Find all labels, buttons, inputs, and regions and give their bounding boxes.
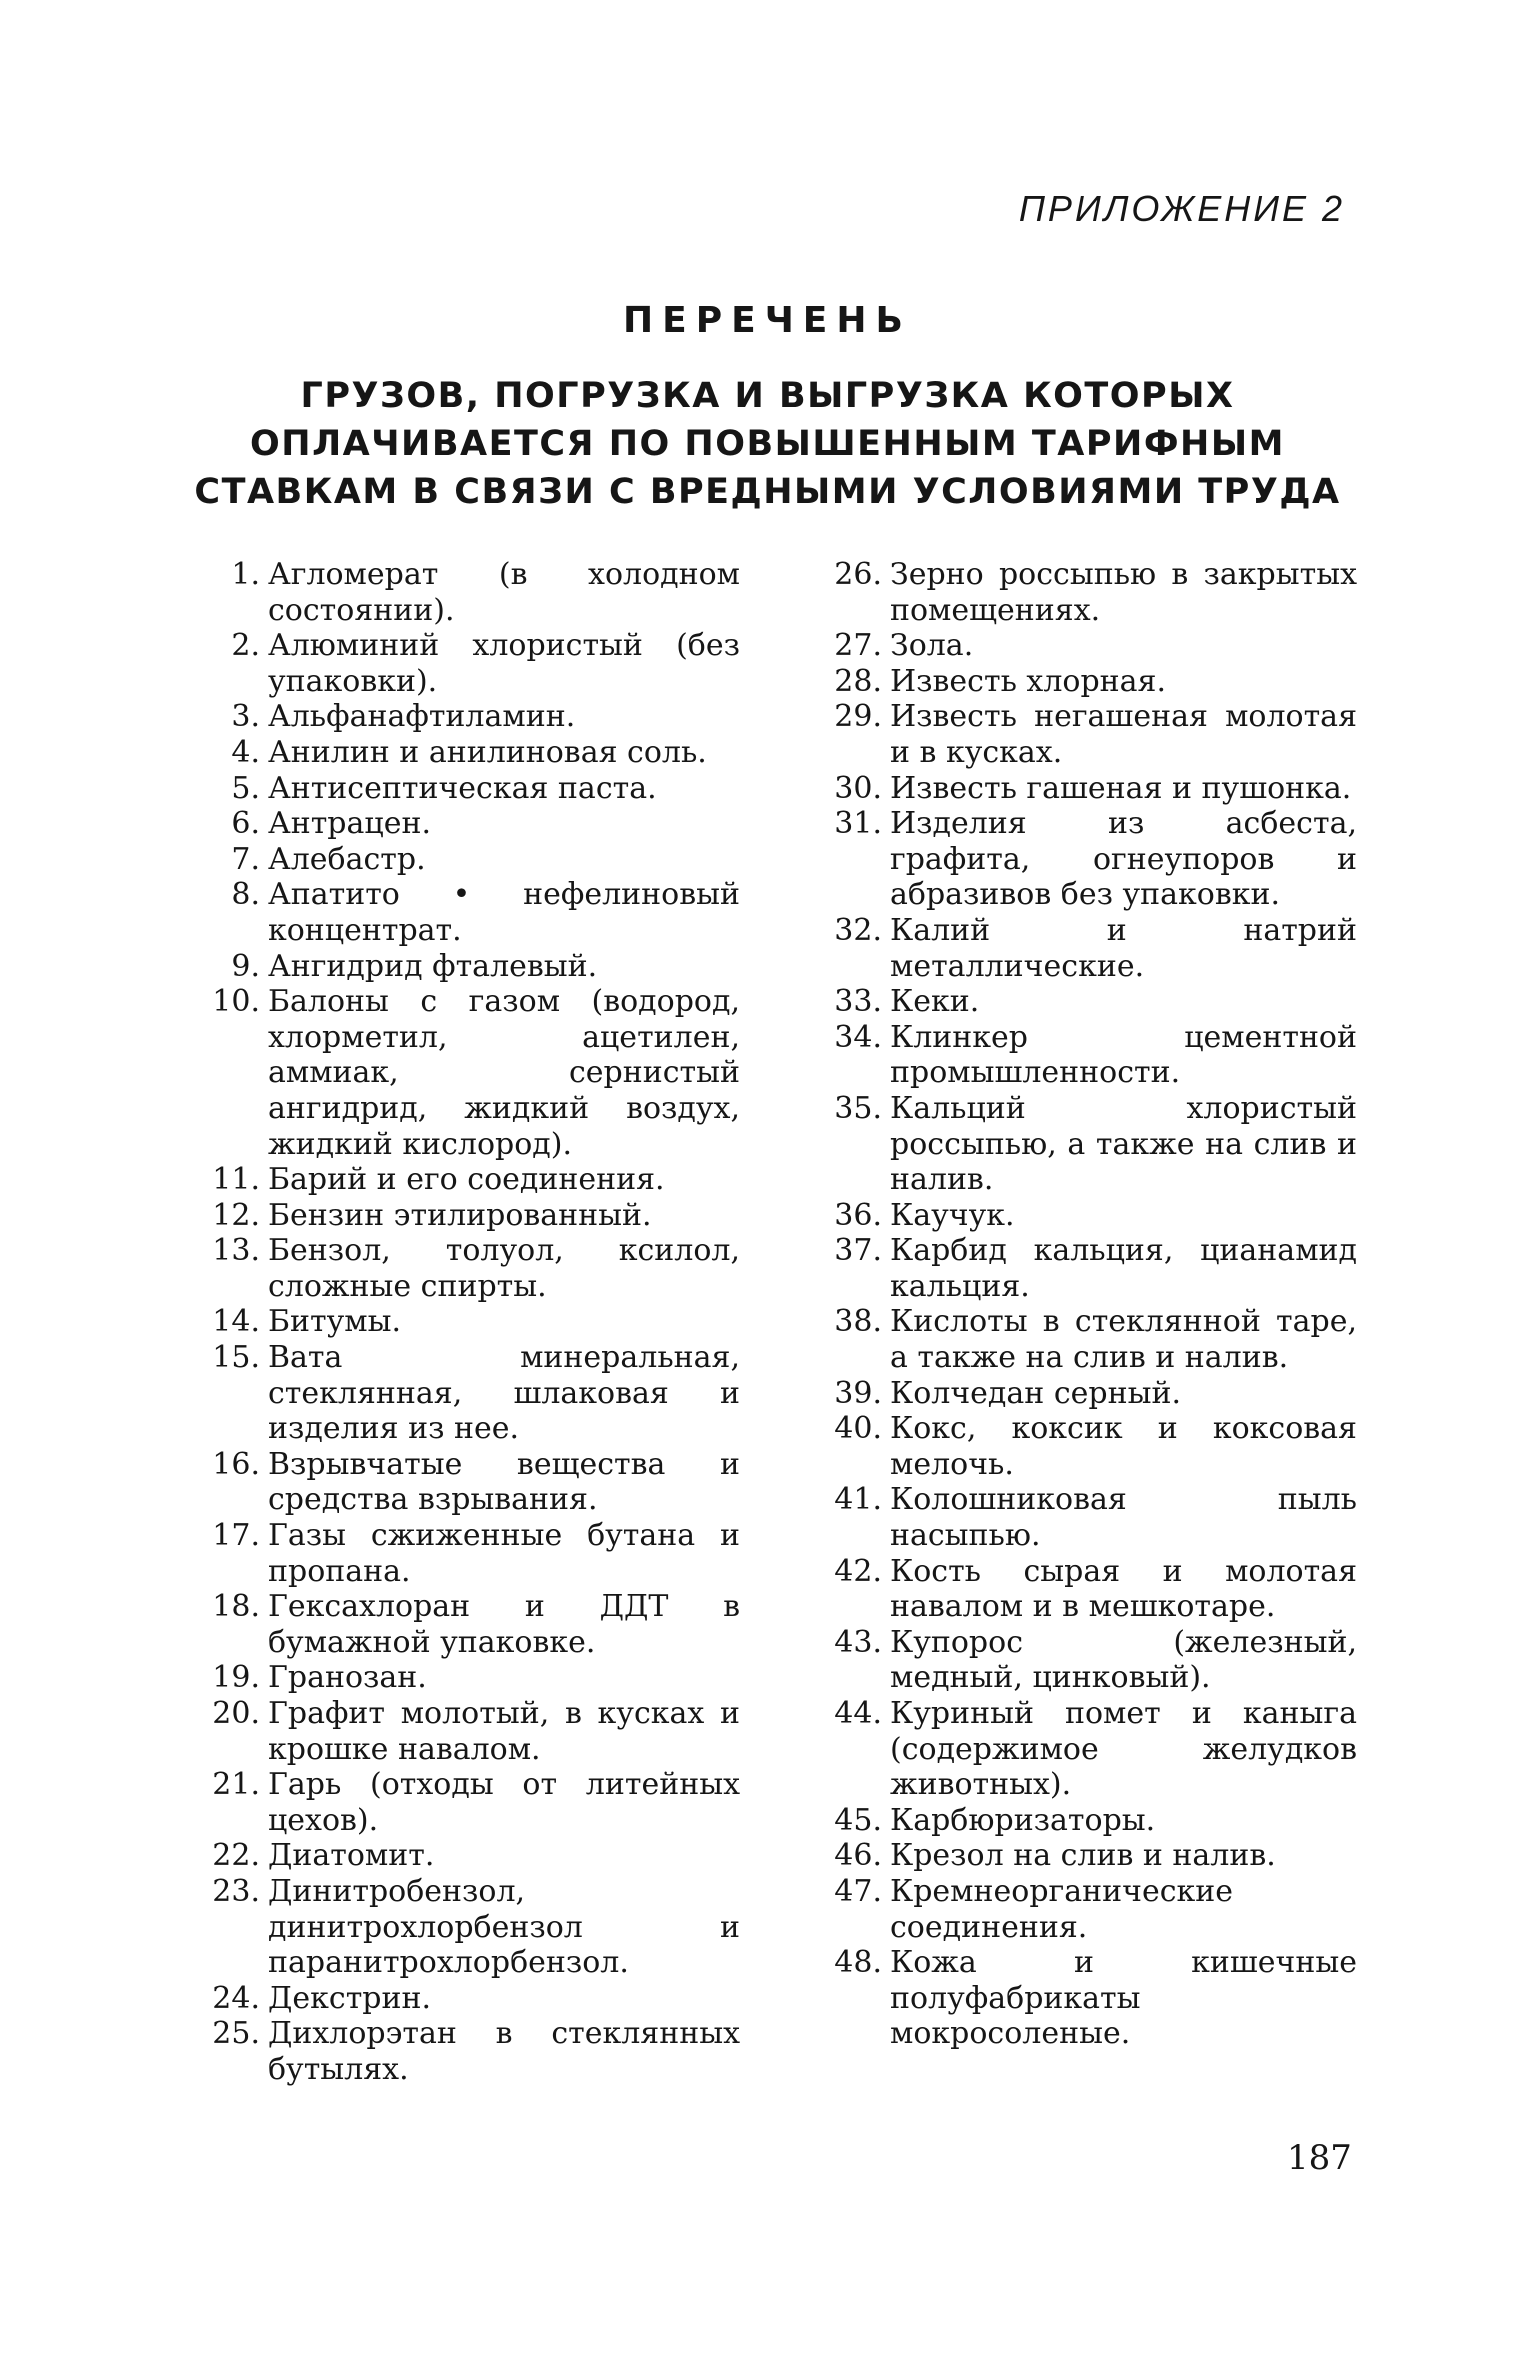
list-item-number: 21.	[212, 1767, 260, 1803]
list-item-text: Анилин и анилиновая соль.	[268, 734, 707, 770]
cargo-list-left-column	[200, 557, 740, 2088]
list-item-text: Кокс, коксик и коксовая мелочь.	[890, 1411, 1357, 1482]
cargo-list-right-column	[822, 557, 1357, 2052]
list-item-number: 35.	[834, 1090, 882, 1126]
list-item	[822, 557, 1357, 628]
list-item	[822, 1554, 1357, 1625]
list-item-number: 12.	[212, 1197, 260, 1233]
list-item-text: Колошниковая пыль насыпью.	[890, 1482, 1357, 1554]
list-item-number: 19.	[212, 1660, 260, 1696]
list-item-text: Колчедан серный.	[890, 1375, 1181, 1411]
list-item-text: Кальций хлористый россыпью, а также на слив и налив.	[890, 1090, 1357, 1198]
list-item-text: Клинкер цементной промышленности.	[890, 1019, 1357, 1091]
list-item	[200, 842, 740, 878]
list-item-number: 45.	[834, 1802, 882, 1838]
list-item-number: 34.	[834, 1019, 882, 1055]
list-item-text: Зерно россыпью в закрытых помещениях.	[890, 557, 1357, 628]
list-item-text: Гексахлоран и ДДТ в бумажной упаковке.	[268, 1589, 740, 1660]
list-item-number: 27.	[834, 628, 882, 664]
list-item	[200, 1660, 740, 1696]
list-item	[822, 664, 1357, 700]
list-item	[200, 1696, 740, 1767]
list-item-text: Крезол на слив и налив.	[890, 1838, 1276, 1874]
list-item	[200, 806, 740, 842]
list-item-text: Калий и натрий металлические.	[890, 912, 1357, 984]
list-item-text: Каучук.	[890, 1197, 1015, 1233]
list-item-text: Кислоты в стеклянной таре, а также на слив и налив.	[890, 1304, 1357, 1376]
list-item	[200, 2016, 740, 2087]
appendix-label: ПРИЛОЖЕНИЕ 2	[1018, 188, 1345, 229]
list-item-text: Известь негашеная молотая и в кусках.	[890, 699, 1357, 770]
list-item	[200, 949, 740, 985]
list-item-text: Динитробензол, динитрохлорбензол и паранитрохлорбензол.	[268, 1873, 740, 1981]
list-item-number: 9.	[231, 948, 260, 984]
list-item	[200, 1838, 740, 1874]
list-item-number: 20.	[212, 1696, 260, 1731]
list-item-text: Барий и его соединения.	[268, 1162, 665, 1198]
list-item-text: Графит молотый, в кусках и крошке навалом.	[268, 1696, 740, 1767]
list-item-number: 8.	[231, 877, 260, 913]
list-item-text: Взрывчатые вещества и средства взрывания.	[268, 1446, 740, 1518]
list-item-number: 23.	[212, 1873, 260, 1909]
list-item	[822, 771, 1357, 807]
list-item	[822, 1233, 1357, 1304]
list-item-text: Бензол, толуол, ксилол, сложные спирты.	[268, 1233, 740, 1304]
list-item-text: Битумы.	[268, 1304, 402, 1340]
list-item-text: Ангидрид фталевый.	[268, 948, 598, 984]
list-item	[822, 1625, 1357, 1696]
list-item-number: 30.	[834, 770, 882, 806]
list-item	[200, 628, 740, 699]
list-item	[200, 1589, 740, 1660]
list-item	[200, 1518, 740, 1589]
list-item-number: 5.	[231, 770, 260, 806]
list-item	[822, 1803, 1357, 1839]
list-item-number: 33.	[834, 984, 882, 1020]
list-item-text: Диатомит.	[268, 1838, 435, 1874]
list-item	[200, 1767, 740, 1838]
page-number: 187	[1287, 2138, 1352, 2178]
list-item	[822, 699, 1357, 770]
list-item-number: 10.	[212, 984, 260, 1020]
list-item	[822, 1482, 1357, 1553]
list-item-number: 22.	[212, 1838, 260, 1874]
list-item	[200, 1304, 740, 1340]
list-item	[200, 877, 740, 948]
list-item-number: 24.	[212, 1980, 260, 2016]
list-item-text: Декстрин.	[268, 1980, 432, 2016]
list-item-text: Апатито • нефелиновый концентрат.	[268, 877, 740, 948]
list-item-text: Зола.	[890, 628, 974, 664]
list-item-number: 42.	[834, 1553, 882, 1589]
list-item-text: Антисептическая паста.	[268, 770, 657, 806]
list-item	[822, 1945, 1357, 2052]
list-item	[200, 557, 740, 628]
list-item-text: Альфанафтиламин.	[268, 699, 576, 735]
list-item	[200, 1340, 740, 1447]
list-item	[822, 1091, 1357, 1198]
list-item-number: 15.	[212, 1340, 260, 1376]
list-item-number: 3.	[231, 699, 260, 735]
list-item	[822, 1198, 1357, 1234]
list-item-text: Дихлорэтан в стеклянных бутылях.	[268, 2016, 740, 2087]
list-item-text: Вата минеральная, стеклянная, шлаковая и изделия из нее.	[268, 1340, 740, 1447]
document-subtitle	[0, 372, 1535, 516]
list-item-number: 43.	[834, 1624, 882, 1660]
list-item	[822, 913, 1357, 984]
list-item	[822, 1411, 1357, 1482]
list-item-number: 25.	[212, 2016, 260, 2052]
list-item	[200, 1233, 740, 1304]
list-item-number: 31.	[834, 806, 882, 842]
list-item-number: 26.	[834, 557, 882, 592]
list-item	[200, 1981, 740, 2017]
list-item	[200, 1198, 740, 1234]
subtitle-line: ОПЛАЧИВАЕТСЯ ПО ПОВЫШЕННЫМ ТАРИФНЫМ	[250, 424, 1285, 464]
list-item-number: 37.	[834, 1233, 882, 1269]
list-item-text: Гарь (отходы от литейных цехов).	[268, 1767, 740, 1838]
list-item-text: Известь гашеная и пушонка.	[890, 770, 1352, 806]
list-item	[200, 1162, 740, 1198]
list-item-number: 1.	[231, 557, 260, 592]
list-item-number: 32.	[834, 912, 882, 948]
list-item	[822, 984, 1357, 1020]
list-item-number: 18.	[212, 1589, 260, 1625]
document-title: ПЕРЕЧЕНЬ	[623, 300, 912, 341]
list-item-text: Агломерат (в холодном состоянии).	[268, 557, 740, 628]
list-item-number: 41.	[834, 1482, 882, 1518]
list-item-number: 38.	[834, 1304, 882, 1340]
list-item-number: 2.	[231, 628, 260, 664]
list-item-text: Гранозан.	[268, 1660, 427, 1696]
list-item-text: Карбид кальция, цианамид кальция.	[890, 1233, 1357, 1304]
list-item	[822, 1838, 1357, 1874]
list-item	[200, 735, 740, 771]
list-item-number: 47.	[834, 1873, 882, 1909]
list-item-text: Купорос (железный, медный, цинковый).	[890, 1624, 1357, 1696]
list-item-number: 40.	[834, 1411, 882, 1447]
list-item	[200, 1874, 740, 1981]
list-item-number: 46.	[834, 1838, 882, 1874]
list-item-number: 4.	[231, 734, 260, 770]
list-item-number: 7.	[231, 841, 260, 877]
list-item-text: Кожа и кишечные полуфабрикаты мокросоленые.	[890, 1945, 1357, 2052]
list-item	[200, 984, 740, 1162]
list-item-text: Антрацен.	[268, 806, 431, 842]
list-item	[200, 771, 740, 807]
list-item	[822, 628, 1357, 664]
list-item-text: Бензин этилированный.	[268, 1197, 652, 1233]
list-item-text: Газы сжиженные бутана и пропана.	[268, 1518, 740, 1589]
subtitle-line: СТАВКАМ В СВЯЗИ С ВРЕДНЫМИ УСЛОВИЯМИ ТРУДА	[194, 472, 1341, 512]
list-item	[822, 1376, 1357, 1412]
list-item-number: 16.	[212, 1446, 260, 1482]
list-item-number: 13.	[212, 1233, 260, 1269]
list-item-number: 36.	[834, 1197, 882, 1233]
list-item	[822, 806, 1357, 913]
list-item-number: 28.	[834, 663, 882, 699]
list-item-text: Кость сырая и молотая навалом и в мешкотаре.	[890, 1553, 1357, 1625]
list-item-text: Изделия из асбеста, графита, огнеупоров и абразивов без упаковки.	[890, 806, 1357, 913]
list-item-number: 17.	[212, 1518, 260, 1554]
list-item-text: Кремнеорганические соединения.	[890, 1873, 1234, 1945]
list-item-text: Алюминий хлористый (без упаковки).	[268, 628, 740, 699]
list-item-number: 48.	[834, 1945, 882, 1981]
list-item-number: 6.	[231, 806, 260, 842]
list-item-text: Балоны с газом (водород, хлорметил, ацетилен, аммиак, сернистый ангидрид, жидкий воздух, жидкий кислород).	[268, 984, 740, 1162]
list-item	[822, 1874, 1357, 1945]
list-item-number: 14.	[212, 1304, 260, 1340]
list-item-text: Куриный помет и каныга (содержимое желудков животных).	[890, 1696, 1357, 1803]
list-item-number: 29.	[834, 699, 882, 735]
list-item	[200, 699, 740, 735]
list-item-text: Известь хлорная.	[890, 663, 1167, 699]
list-item	[822, 1304, 1357, 1375]
list-item-number: 44.	[834, 1696, 882, 1731]
subtitle-line: ГРУЗОВ, ПОГРУЗКА И ВЫГРУЗКА КОТОРЫХ	[300, 376, 1235, 416]
list-item-number: 39.	[834, 1375, 882, 1411]
list-item-text: Кеки.	[890, 984, 980, 1020]
list-item	[822, 1020, 1357, 1091]
list-item-number: 11.	[212, 1162, 260, 1198]
list-item-text: Карбюризаторы.	[890, 1802, 1156, 1838]
list-item	[200, 1447, 740, 1518]
list-item	[822, 1696, 1357, 1803]
list-item-text: Алебастр.	[268, 841, 426, 877]
